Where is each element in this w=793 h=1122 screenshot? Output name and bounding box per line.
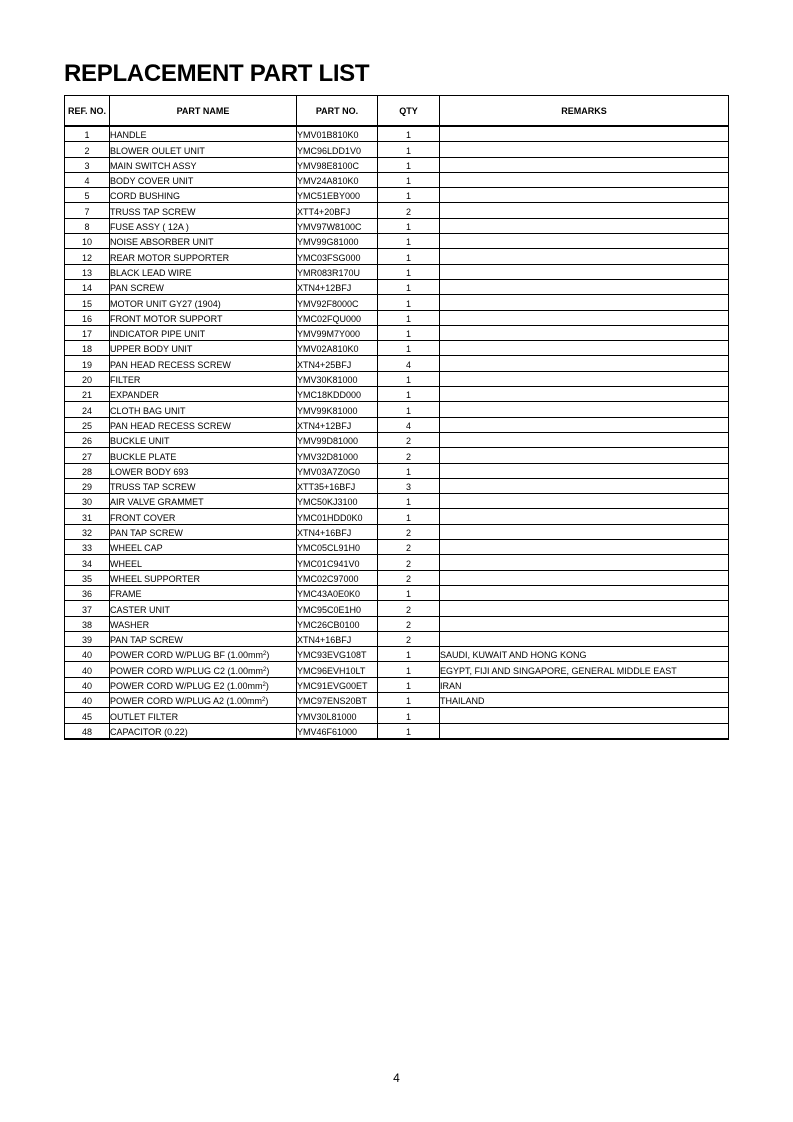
- cell-part-no: YMV99K81000: [297, 402, 378, 417]
- cell-remarks: [440, 234, 729, 249]
- part-name-text: HANDLE: [110, 130, 147, 141]
- cell-ref-no: 31: [65, 509, 110, 524]
- cell-part-name: [110, 218, 297, 233]
- part-name-end: ): [266, 665, 270, 676]
- cell-part-name: [110, 203, 297, 218]
- cell-qty: 1: [378, 295, 440, 310]
- part-name-text: CORD BUSHING: [110, 191, 181, 202]
- cell-ref-no: 20: [65, 371, 110, 386]
- cell-part-name: [110, 662, 297, 677]
- cell-ref-no: 45: [65, 708, 110, 723]
- cell-qty: 1: [378, 142, 440, 157]
- cell-ref-no: 36: [65, 585, 110, 600]
- part-name-text: FILTER: [110, 375, 141, 386]
- cell-remarks: [440, 524, 729, 539]
- cell-ref-no: 13: [65, 264, 110, 279]
- cell-remarks: [440, 631, 729, 646]
- part-name-text: NOISE ABSORBER UNIT: [110, 237, 214, 248]
- table-row: [65, 494, 729, 509]
- cell-part-name: [110, 585, 297, 600]
- cell-ref-no: 35: [65, 570, 110, 585]
- table-row: [65, 463, 729, 478]
- cell-part-name: [110, 341, 297, 356]
- part-name-text: PAN TAP SCREW: [110, 528, 183, 539]
- superscript: 2: [262, 681, 266, 688]
- cell-part-no: YMR083R170U: [297, 264, 378, 279]
- table-row: [65, 371, 729, 386]
- cell-qty: 1: [378, 325, 440, 340]
- cell-qty: 1: [378, 723, 440, 739]
- part-name-text: WHEEL: [110, 558, 143, 569]
- cell-remarks: [440, 157, 729, 172]
- cell-ref-no: 27: [65, 448, 110, 463]
- part-name-text: POWER CORD W/PLUG A2 (1.00mm: [110, 696, 263, 707]
- cell-part-no: XTT35+16BFJ: [297, 478, 378, 493]
- part-name-end: ): [265, 680, 269, 691]
- part-name-text: BLACK LEAD WIRE: [110, 267, 192, 278]
- cell-qty: 2: [378, 601, 440, 616]
- cell-part-name: [110, 432, 297, 447]
- part-name-text: OUTLET FILTER: [110, 711, 179, 722]
- part-name-text: PAN HEAD RECESS SCREW: [110, 359, 231, 370]
- table-row: [65, 402, 729, 417]
- cell-qty: 2: [378, 432, 440, 447]
- cell-part-no: YMC43A0E0K0: [297, 585, 378, 600]
- cell-part-no: YMC18KDD000: [297, 387, 378, 402]
- table-row: [65, 478, 729, 493]
- header-remarks: REMARKS: [440, 96, 729, 127]
- cell-part-no: YMC96LDD1V0: [297, 142, 378, 157]
- cell-ref-no: 12: [65, 249, 110, 264]
- cell-remarks: [440, 509, 729, 524]
- cell-qty: 1: [378, 234, 440, 249]
- cell-part-no: YMV32D81000: [297, 448, 378, 463]
- cell-ref-no: 29: [65, 478, 110, 493]
- cell-ref-no: 7: [65, 203, 110, 218]
- cell-qty: 3: [378, 478, 440, 493]
- part-name-end: ): [265, 696, 269, 707]
- table-body: [65, 126, 729, 739]
- cell-part-no: YMC03FSG000: [297, 249, 378, 264]
- table-row: [65, 249, 729, 264]
- cell-remarks: [440, 723, 729, 739]
- cell-part-name: [110, 356, 297, 371]
- cell-qty: 1: [378, 509, 440, 524]
- cell-part-no: XTN4+12BFJ: [297, 417, 378, 432]
- cell-qty: 1: [378, 126, 440, 142]
- cell-remarks: [440, 432, 729, 447]
- cell-remarks: [440, 371, 729, 386]
- cell-part-name: [110, 142, 297, 157]
- cell-qty: 2: [378, 555, 440, 570]
- table-row: [65, 677, 729, 692]
- cell-part-name: [110, 616, 297, 631]
- part-name-text: POWER CORD W/PLUG C2 (1.00mm: [110, 665, 264, 676]
- cell-part-name: [110, 463, 297, 478]
- cell-qty: 1: [378, 371, 440, 386]
- table-row: [65, 432, 729, 447]
- cell-part-no: YMC01C941V0: [297, 555, 378, 570]
- cell-part-name: [110, 295, 297, 310]
- cell-ref-no: 8: [65, 218, 110, 233]
- part-name-text: LOWER BODY 693: [110, 466, 189, 477]
- cell-remarks: [440, 218, 729, 233]
- cell-qty: 1: [378, 647, 440, 662]
- cell-part-no: YMC01HDD0K0: [297, 509, 378, 524]
- cell-part-no: YMC26CB0100: [297, 616, 378, 631]
- cell-remarks: [440, 249, 729, 264]
- part-name-text: AIR VALVE GRAMMET: [110, 497, 204, 508]
- table-row: [65, 387, 729, 402]
- cell-ref-no: 17: [65, 325, 110, 340]
- cell-remarks: [440, 341, 729, 356]
- cell-part-name: [110, 402, 297, 417]
- cell-qty: 4: [378, 356, 440, 371]
- cell-remarks: [440, 310, 729, 325]
- cell-qty: 1: [378, 218, 440, 233]
- cell-qty: 2: [378, 616, 440, 631]
- part-name-text: PAN SCREW: [110, 283, 164, 294]
- part-name-text: BLOWER OULET UNIT: [110, 145, 205, 156]
- table-row: [65, 631, 729, 646]
- part-name-text: TRUSS TAP SCREW: [110, 206, 196, 217]
- cell-part-no: YMV99G81000: [297, 234, 378, 249]
- cell-qty: 1: [378, 494, 440, 509]
- cell-ref-no: 18: [65, 341, 110, 356]
- part-name-text: WHEEL SUPPORTER: [110, 573, 201, 584]
- part-name-text: PAN HEAD RECESS SCREW: [110, 420, 231, 431]
- table-row: [65, 188, 729, 203]
- cell-part-name: [110, 157, 297, 172]
- cell-qty: 1: [378, 662, 440, 677]
- cell-part-name: [110, 524, 297, 539]
- cell-part-no: YMC05CL91H0: [297, 540, 378, 555]
- cell-qty: 2: [378, 448, 440, 463]
- part-name-text: BUCKLE UNIT: [110, 436, 170, 447]
- cell-ref-no: 19: [65, 356, 110, 371]
- table-row: [65, 662, 729, 677]
- part-name-text: REAR MOTOR SUPPORTER: [110, 252, 230, 263]
- cell-part-no: YMC93EVG108T: [297, 647, 378, 662]
- page-title: REPLACEMENT PART LIST: [64, 60, 370, 87]
- cell-remarks: [440, 478, 729, 493]
- table-row: [65, 356, 729, 371]
- cell-part-no: YMV30L81000: [297, 708, 378, 723]
- table-row: [65, 570, 729, 585]
- table-row: [65, 723, 729, 739]
- cell-remarks: [440, 295, 729, 310]
- table-row: [65, 325, 729, 340]
- cell-part-name: [110, 692, 297, 707]
- cell-qty: 1: [378, 387, 440, 402]
- parts-table: [64, 95, 729, 740]
- part-name-text: WASHER: [110, 619, 150, 630]
- cell-part-name: [110, 631, 297, 646]
- cell-remarks: IRAN: [440, 677, 729, 692]
- table-row: [65, 509, 729, 524]
- cell-part-name: [110, 478, 297, 493]
- part-name-text: MAIN SWITCH ASSY: [110, 160, 197, 171]
- cell-ref-no: 37: [65, 601, 110, 616]
- cell-remarks: [440, 540, 729, 555]
- cell-part-no: YMV03A7Z0G0: [297, 463, 378, 478]
- part-name-text: EXPANDER: [110, 390, 159, 401]
- table-row: [65, 218, 729, 233]
- cell-ref-no: 5: [65, 188, 110, 203]
- cell-part-no: YMV98E8100C: [297, 157, 378, 172]
- cell-ref-no: 33: [65, 540, 110, 555]
- part-name-text: UPPER BODY UNIT: [110, 344, 193, 355]
- part-name-text: CAPACITOR (0.22): [110, 726, 188, 737]
- cell-part-no: YMV46F61000: [297, 723, 378, 739]
- superscript: 2: [262, 697, 266, 704]
- part-name-text: FRONT MOTOR SUPPORT: [110, 313, 223, 324]
- cell-qty: 1: [378, 692, 440, 707]
- table-row: [65, 172, 729, 187]
- table-row: [65, 142, 729, 157]
- cell-qty: 4: [378, 417, 440, 432]
- cell-ref-no: 26: [65, 432, 110, 447]
- cell-ref-no: 16: [65, 310, 110, 325]
- cell-qty: 1: [378, 279, 440, 294]
- table-row: [65, 585, 729, 600]
- part-name-text: FUSE ASSY ( 12A ): [110, 222, 189, 233]
- cell-part-name: [110, 448, 297, 463]
- cell-remarks: [440, 279, 729, 294]
- cell-remarks: [440, 570, 729, 585]
- table-row: [65, 555, 729, 570]
- table-row: [65, 616, 729, 631]
- cell-ref-no: 40: [65, 662, 110, 677]
- cell-ref-no: 30: [65, 494, 110, 509]
- table-row: [65, 264, 729, 279]
- cell-part-name: [110, 172, 297, 187]
- cell-qty: 2: [378, 540, 440, 555]
- cell-ref-no: 2: [65, 142, 110, 157]
- cell-remarks: THAILAND: [440, 692, 729, 707]
- cell-part-name: [110, 708, 297, 723]
- superscript: 2: [263, 666, 267, 673]
- table-row: [65, 524, 729, 539]
- cell-qty: 2: [378, 570, 440, 585]
- cell-remarks: [440, 126, 729, 142]
- cell-ref-no: 28: [65, 463, 110, 478]
- cell-part-name: [110, 723, 297, 739]
- cell-remarks: [440, 172, 729, 187]
- cell-part-no: XTN4+25BFJ: [297, 356, 378, 371]
- table-row: [65, 203, 729, 218]
- cell-part-no: YMC91EVG00ET: [297, 677, 378, 692]
- cell-part-no: YMV99M7Y000: [297, 325, 378, 340]
- cell-ref-no: 14: [65, 279, 110, 294]
- cell-ref-no: 3: [65, 157, 110, 172]
- cell-ref-no: 39: [65, 631, 110, 646]
- table-row: [65, 647, 729, 662]
- cell-part-no: YMC02C97000: [297, 570, 378, 585]
- cell-part-no: YMC51EBY000: [297, 188, 378, 203]
- cell-qty: 1: [378, 677, 440, 692]
- header-qty: QTY: [378, 96, 440, 127]
- cell-remarks: [440, 402, 729, 417]
- cell-part-no: XTN4+16BFJ: [297, 524, 378, 539]
- cell-part-name: [110, 126, 297, 142]
- cell-remarks: [440, 494, 729, 509]
- cell-ref-no: 15: [65, 295, 110, 310]
- cell-qty: 2: [378, 203, 440, 218]
- cell-remarks: [440, 203, 729, 218]
- cell-remarks: [440, 616, 729, 631]
- cell-part-no: YMC97ENS20BT: [297, 692, 378, 707]
- cell-part-no: YMV24A810K0: [297, 172, 378, 187]
- part-name-text: CASTER UNIT: [110, 604, 171, 615]
- table-row: [65, 341, 729, 356]
- cell-part-name: [110, 540, 297, 555]
- cell-qty: 1: [378, 157, 440, 172]
- table-row: [65, 448, 729, 463]
- cell-ref-no: 25: [65, 417, 110, 432]
- part-name-text: CLOTH BAG UNIT: [110, 405, 186, 416]
- table-row: [65, 540, 729, 555]
- cell-qty: 2: [378, 524, 440, 539]
- cell-part-name: [110, 417, 297, 432]
- cell-qty: 1: [378, 585, 440, 600]
- cell-qty: 1: [378, 172, 440, 187]
- header-part-name: PART NAME: [110, 96, 297, 127]
- header-part-no: PART NO.: [297, 96, 378, 127]
- cell-part-name: [110, 555, 297, 570]
- superscript: 2: [263, 651, 267, 658]
- part-name-text: BUCKLE PLATE: [110, 451, 177, 462]
- cell-part-no: YMV97W8100C: [297, 218, 378, 233]
- cell-part-name: [110, 494, 297, 509]
- part-name-text: POWER CORD W/PLUG E2 (1.00mm: [110, 680, 263, 691]
- cell-remarks: [440, 463, 729, 478]
- cell-part-name: [110, 325, 297, 340]
- cell-remarks: [440, 555, 729, 570]
- cell-remarks: [440, 356, 729, 371]
- cell-ref-no: 40: [65, 692, 110, 707]
- cell-ref-no: 1: [65, 126, 110, 142]
- cell-part-name: [110, 570, 297, 585]
- cell-qty: 1: [378, 264, 440, 279]
- cell-ref-no: 40: [65, 647, 110, 662]
- cell-remarks: [440, 417, 729, 432]
- cell-remarks: [440, 708, 729, 723]
- cell-remarks: [440, 601, 729, 616]
- header-ref-no: REF. NO.: [65, 96, 110, 127]
- table-row: [65, 295, 729, 310]
- cell-part-name: [110, 509, 297, 524]
- cell-ref-no: 21: [65, 387, 110, 402]
- part-name-text: TRUSS TAP SCREW: [110, 482, 196, 493]
- part-name-text: PAN TAP SCREW: [110, 635, 183, 646]
- part-name-text: WHEEL CAP: [110, 543, 163, 554]
- cell-part-name: [110, 387, 297, 402]
- cell-part-name: [110, 249, 297, 264]
- cell-part-name: [110, 677, 297, 692]
- cell-part-no: YMC50KJ3100: [297, 494, 378, 509]
- cell-ref-no: 40: [65, 677, 110, 692]
- cell-qty: 1: [378, 249, 440, 264]
- cell-part-name: [110, 601, 297, 616]
- cell-remarks: [440, 264, 729, 279]
- part-name-text: INDICATOR PIPE UNIT: [110, 329, 206, 340]
- cell-part-name: [110, 647, 297, 662]
- cell-ref-no: 32: [65, 524, 110, 539]
- cell-ref-no: 4: [65, 172, 110, 187]
- table-row: [65, 692, 729, 707]
- table-row: [65, 157, 729, 172]
- part-name-end: ): [266, 650, 270, 661]
- part-name-text: FRONT COVER: [110, 512, 176, 523]
- cell-ref-no: 34: [65, 555, 110, 570]
- header-row: [65, 96, 729, 127]
- cell-ref-no: 24: [65, 402, 110, 417]
- table-row: [65, 310, 729, 325]
- cell-part-no: YMC95C0E1H0: [297, 601, 378, 616]
- cell-part-name: [110, 234, 297, 249]
- cell-part-no: YMV30K81000: [297, 371, 378, 386]
- part-name-text: BODY COVER UNIT: [110, 176, 194, 187]
- cell-part-name: [110, 279, 297, 294]
- cell-qty: 1: [378, 402, 440, 417]
- cell-remarks: SAUDI, KUWAIT AND HONG KONG: [440, 647, 729, 662]
- part-name-text: FRAME: [110, 589, 142, 600]
- cell-ref-no: 48: [65, 723, 110, 739]
- cell-part-no: YMV01B810K0: [297, 126, 378, 142]
- cell-qty: 2: [378, 631, 440, 646]
- cell-remarks: [440, 387, 729, 402]
- cell-part-name: [110, 310, 297, 325]
- table-row: [65, 708, 729, 723]
- cell-part-name: [110, 371, 297, 386]
- cell-qty: 1: [378, 708, 440, 723]
- cell-ref-no: 10: [65, 234, 110, 249]
- cell-qty: 1: [378, 188, 440, 203]
- cell-remarks: [440, 142, 729, 157]
- cell-qty: 1: [378, 341, 440, 356]
- part-name-text: POWER CORD W/PLUG BF (1.00mm: [110, 650, 264, 661]
- table-row: [65, 234, 729, 249]
- cell-part-no: YMC02FQU000: [297, 310, 378, 325]
- table-row: [65, 601, 729, 616]
- cell-part-no: XTN4+12BFJ: [297, 279, 378, 294]
- cell-remarks: [440, 325, 729, 340]
- cell-remarks: [440, 448, 729, 463]
- cell-remarks: EGYPT, FIJI AND SINGAPORE, GENERAL MIDDLE EAST: [440, 662, 729, 677]
- cell-part-no: YMV92F8000C: [297, 295, 378, 310]
- table-row: [65, 417, 729, 432]
- cell-part-name: [110, 188, 297, 203]
- cell-remarks: [440, 585, 729, 600]
- cell-part-no: XTN4+16BFJ: [297, 631, 378, 646]
- cell-qty: 1: [378, 310, 440, 325]
- cell-ref-no: 38: [65, 616, 110, 631]
- table-row: [65, 126, 729, 142]
- cell-part-no: YMV99D81000: [297, 432, 378, 447]
- cell-part-name: [110, 264, 297, 279]
- cell-qty: 1: [378, 463, 440, 478]
- cell-part-no: XTT4+20BFJ: [297, 203, 378, 218]
- cell-remarks: [440, 188, 729, 203]
- cell-part-no: YMC96EVH10LT: [297, 662, 378, 677]
- table-row: [65, 279, 729, 294]
- cell-part-no: YMV02A810K0: [297, 341, 378, 356]
- part-name-text: MOTOR UNIT GY27 (1904): [110, 298, 221, 309]
- table-header: [65, 96, 729, 127]
- page-number: 4: [393, 1071, 400, 1085]
